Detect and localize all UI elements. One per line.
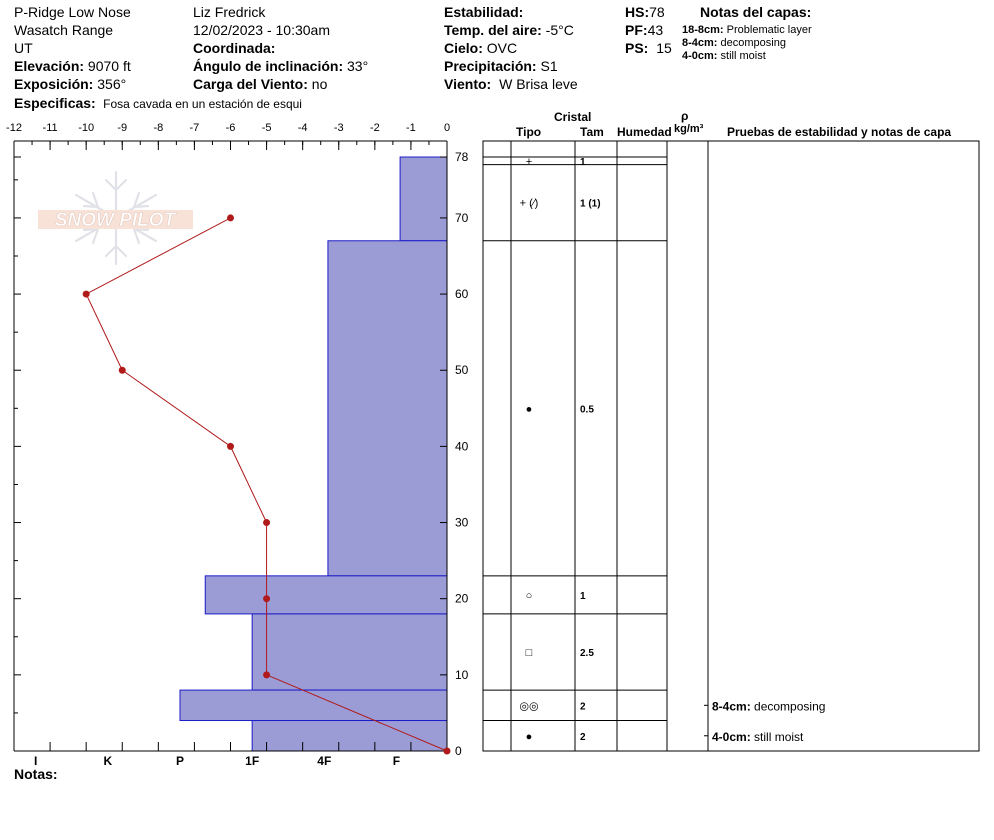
layer-note-1-text: Problematic layer [726,24,812,36]
hardness-bar-4 [252,614,447,690]
depth-tick-label: 70 [455,210,469,225]
cristal-header: Cristal [554,110,592,124]
hardness-bars [180,157,447,751]
sky-label: Cielo: [444,40,483,56]
air-temp-label: Temp. del aire: [444,22,542,38]
layer-note-3-range: 4-0cm: [682,50,718,62]
slope-label: Ángulo de inclinación: [193,58,344,74]
depth-tick-label: 30 [455,515,469,530]
depth-tick-label: 40 [455,439,469,454]
layer-note-text: decomposing [754,699,826,714]
rho-header: ρ [681,109,689,123]
aspect-value: 356° [97,76,127,92]
hardness-label: K [103,754,113,768]
precip-label: Precipitación: [444,58,537,74]
depth-tick-label: 10 [455,667,469,682]
temp-tick-label: -10 [78,122,95,134]
hardness-bar-2 [328,241,447,576]
pf-label: PF: [625,22,648,38]
logo-text: SNOW PILOT [54,210,176,231]
temperature-point [263,595,270,602]
specifics-value: Fosa cavada en un estación de esqui [103,97,302,111]
temperature-point [263,519,270,526]
layer-grain-size: 1 [580,156,586,168]
depth-tick-label: 60 [455,287,469,302]
elevation-label: Elevación: [14,58,85,74]
temp-tick-label: -3 [333,122,344,134]
sky-value: OVC [486,40,518,56]
temp-tick-label: 0 [443,122,451,134]
layer-grain-size: 2 [580,701,586,713]
temperature-point [227,443,234,450]
layer-grain-size: 2 [580,731,586,743]
layer-grain-type: + (⁄) [519,197,539,210]
temperature-point [83,291,90,298]
temperature-point [263,671,270,678]
temperature-point [444,748,451,755]
temperature-point [227,214,234,221]
tam-header: Tam [580,125,604,139]
hardness-label: F [392,754,401,768]
temperature-point [119,367,126,374]
hardness-label: 1F [245,754,260,768]
layer-grain-type: □ [525,647,533,659]
wind-label: Viento: [444,76,492,92]
layer-note [712,730,804,744]
observer: Liz Fredrick [193,4,266,20]
layer-grain-size: 2.5 [580,648,594,659]
table-border [483,141,979,751]
layer-grain-type: ◎◎ [519,700,539,713]
temp-tick-label: -2 [369,122,380,134]
layer-grain-type: ○ [525,589,533,602]
layer-note-2-range: 8-4cm: [682,37,718,49]
layer-grain-size: 0.5 [580,404,594,416]
specifics-label: Especificas: [14,95,96,111]
temp-tick-label: -11 [42,122,58,134]
wind-value: W Brisa leve [499,76,578,92]
datetime: 12/02/2023 - 10:30am [193,22,330,38]
density-unit-header: kg/m³ [674,123,704,135]
temp-tick-label: -7 [189,122,200,134]
layer-note-1-range: 18-8cm: [682,24,724,36]
layer-note-3-text: still moist [720,50,766,62]
layer-grain-size: 1 (1) [580,198,601,210]
hardness-label: I [33,754,38,768]
range: Wasatch Range [14,22,114,38]
temp-tick-label: -6 [225,122,236,134]
location: P-Ridge Low Nose [14,4,131,20]
notes-label: Notas: [14,766,58,782]
layer-grain-type: + [525,155,533,168]
hardness-label: 4F [317,754,332,768]
hardness-bar-6 [252,721,447,751]
layer-grain-size: 1 [580,590,586,602]
ps-label: PS: [625,40,649,56]
depth-tick-label: 0 [455,744,462,758]
pf-value: 43 [647,22,664,38]
hardness-label: P [175,754,184,768]
coord-label: Coordinada: [193,40,276,56]
temp-tick-label: -12 [6,122,22,134]
layer-table-cells [519,156,825,744]
depth-tick-label: 78 [455,150,469,164]
tipo-header: Tipo [516,125,542,139]
elevation-value: 9070 ft [87,58,131,74]
layer-grain-type: ● [525,403,533,416]
hs-value: 78 [649,4,665,20]
layer-note-range: 8-4cm: [712,699,755,714]
temp-tick-label: -8 [153,122,164,134]
hardness-bar-3 [205,576,447,614]
layer-grain-type: ● [525,730,533,743]
layer-note-2-text: decomposing [720,37,786,49]
wind-load-value: no [311,76,328,92]
hs-label: HS: [625,4,650,20]
layer-note-text: still moist [754,729,804,744]
temp-tick-label: -4 [297,122,308,134]
temp-tick-label: -1 [406,122,416,134]
aspect-label: Exposición: [14,76,94,92]
air-temp-value: -5°C [545,22,574,38]
state: UT [14,40,33,56]
layer-note [712,699,825,713]
ps-value: 15 [656,40,672,56]
layer-note-range: 4-0cm: [712,729,755,744]
layer-table-grid [483,141,979,751]
wind-load-label: Carga del Viento: [193,76,308,92]
precip-value: S1 [540,58,558,74]
slope-value: 33° [347,58,369,74]
hardness-bar-1 [400,157,447,241]
tests-header: Pruebas de estabilidad y notas de capa [727,125,952,139]
depth-tick-label: 50 [455,363,469,378]
humidity-header: Humedad [617,125,672,139]
temp-tick-label: -9 [117,122,128,134]
layer-notes-title: Notas del capas: [700,4,812,20]
depth-tick-label: 20 [455,591,469,606]
stability-label: Estabilidad: [444,4,524,20]
temp-tick-label: -5 [261,122,272,134]
